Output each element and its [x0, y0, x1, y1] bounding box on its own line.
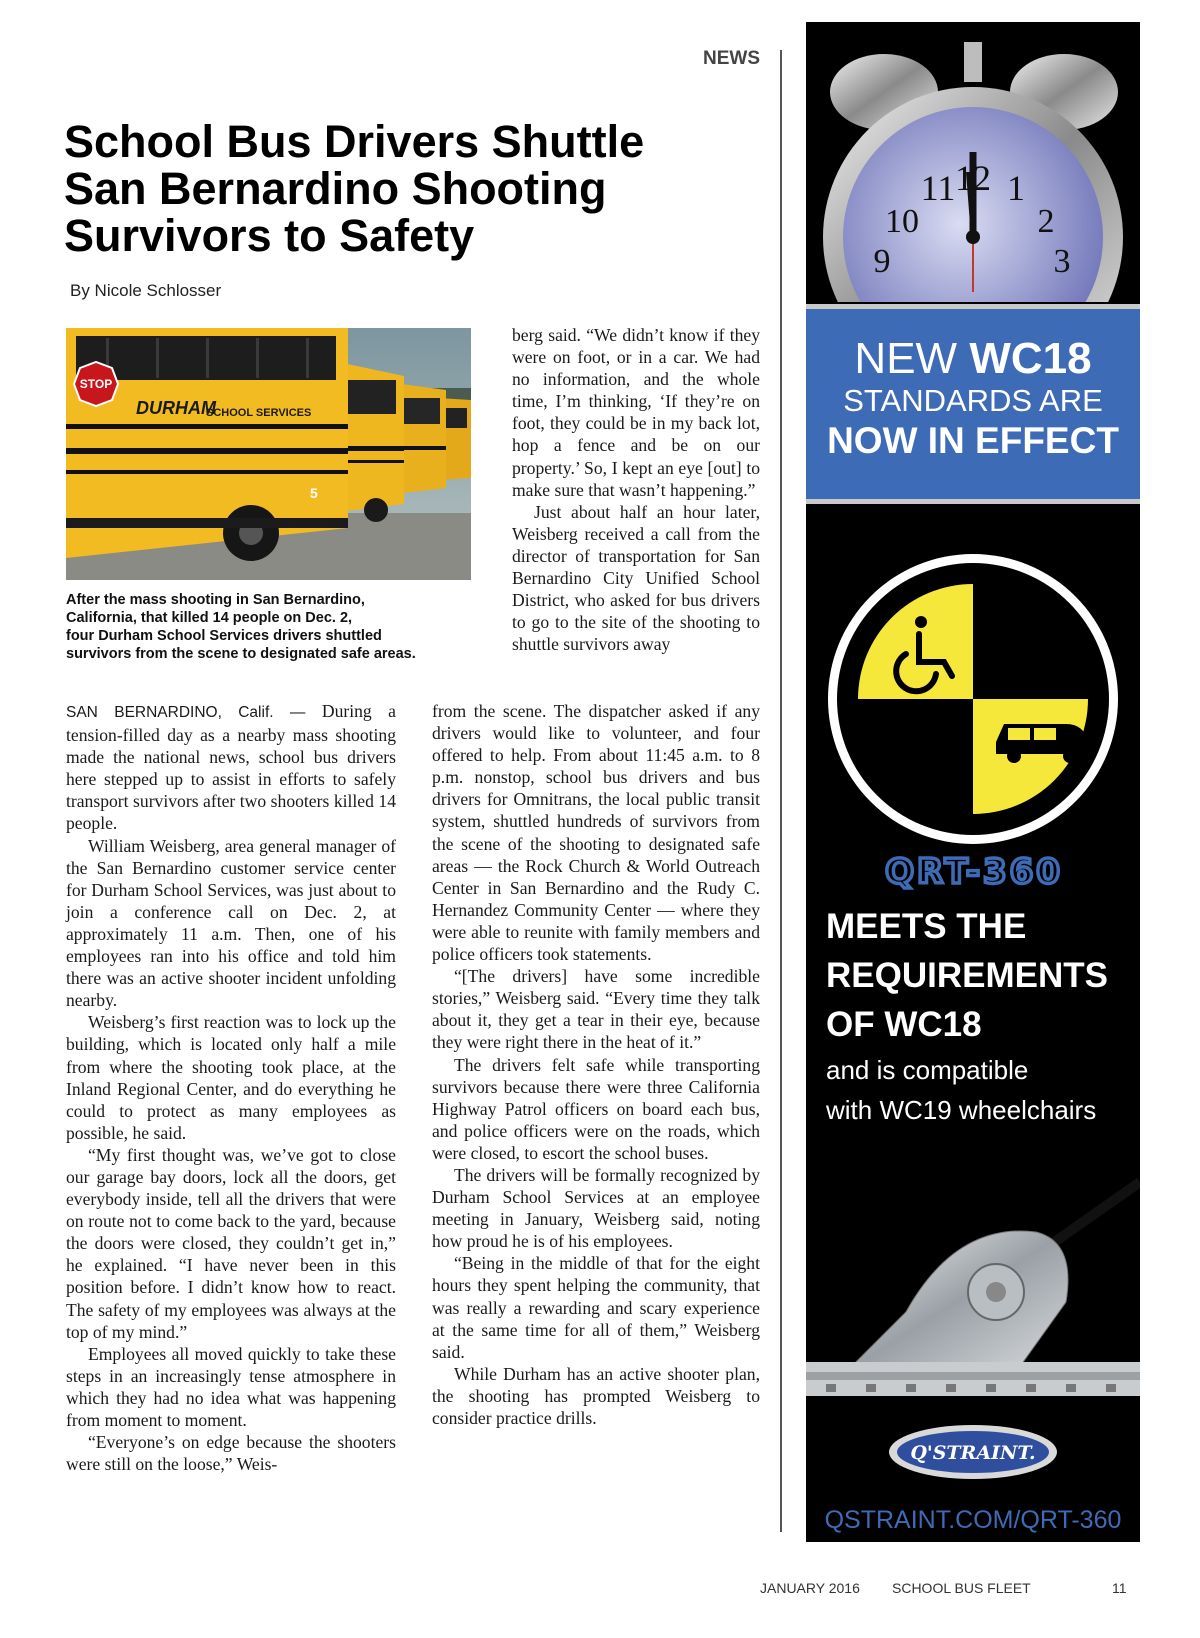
caption-line: four Durham School Services drivers shuttled — [66, 628, 382, 644]
article-paragraph: Just about half an hour later, Weisberg received a call from the director of transportation for San Bernardino City Unified School District, who asked for bus drivers to go to the site of the shooting to shuttle survivors away — [512, 501, 760, 655]
qstraint-advertisement — [806, 22, 1140, 1542]
qrt360-retractor-image — [806, 1162, 1140, 1422]
article-paragraph: “Being in the middle of that for the eight hours they spent helping the community, that was really a rewarding and scary experience at the same time for all of them,” Weisberg said. — [432, 1253, 760, 1362]
footer-page-number: 11 — [1112, 1580, 1127, 1596]
article-paragraph: The drivers felt safe while transporting survivors because there were three California Highway Patrol officers on board each bus, and police officers were on the roads, which were closed, to escort the school buses. — [432, 1054, 760, 1163]
headline-line: School Bus Drivers Shuttle — [64, 116, 645, 167]
caption-line: California, that killed 14 people on Dec. 2, — [66, 610, 353, 626]
bus-name-text: DURHAM — [136, 398, 216, 418]
article-paragraph: SAN BERNARDINO, Calif. — During a tension-filled day as a nearby mass shooting made the national news, school bus drivers here stepped up to assist in efforts to safely transport survivors after two shooters killed 14 people. — [66, 701, 396, 834]
column-divider — [780, 50, 782, 1532]
caption-line: After the mass shooting in San Bernardino, — [66, 592, 365, 608]
meets-line: OF WC18 — [826, 1005, 982, 1044]
product-name — [824, 852, 1124, 892]
article-column-1 — [66, 700, 396, 1475]
requirements-text — [826, 902, 1136, 1129]
footer-publication: SCHOOL BUS FLEET — [892, 1580, 1031, 1596]
banner-line-1: NEW WC18 — [854, 334, 1092, 383]
bus-number-text: 5 — [310, 485, 318, 501]
article-paragraph: Employees all moved quickly to take these steps in an increasingly tense atmosphere in which they had no idea what was happening from moment to moment. — [66, 1343, 396, 1430]
svg-text:Q'STRAINT.: Q'STRAINT. — [910, 1442, 1036, 1464]
clock-numeral: 12 — [955, 158, 991, 198]
banner-line-2: STANDARDS ARE — [843, 383, 1103, 418]
clock-numeral: 2 — [1037, 203, 1055, 240]
article-paragraph: Weisberg’s first reaction was to lock up the building, which is located only half a mile from where the shooting took place, at the Inland Regional Center, and do everything he could to protect as many employees as possible, he said. — [66, 1012, 396, 1143]
meets-line: REQUIREMENTS — [826, 956, 1108, 995]
article-paragraph: The drivers will be formally recognized by Durham School Services at an employee meeting in January, Weisberg said, noting how proud he is of his employees. — [432, 1164, 760, 1252]
byline: By Nicole Schlosser — [70, 281, 222, 300]
wc18-banner — [806, 304, 1140, 504]
caption-line: survivors from the scene to designated safe areas. — [66, 646, 416, 662]
article-paragraph: “Everyone’s on edge because the shooters were still on the loose,” Weis- — [66, 1432, 396, 1475]
bus-main — [66, 328, 348, 561]
headline-line: San Bernardino Shooting — [64, 163, 607, 214]
footer-date: JANUARY 2016 — [760, 1580, 860, 1596]
clock-numeral: 1 — [1007, 168, 1025, 208]
clock-numeral: 11 — [920, 168, 956, 208]
article-paragraph: berg said. “We didn’t know if they were on foot, or in a car. We had no information, and the whole time, I’m thinking, ‘If they’re on foot, they could be in my back lot, hop a fence and be on our property.’ So, I kept an eye [out] to make sure that wasn’t happening.” — [512, 325, 760, 500]
clock-numeral: 3 — [1053, 243, 1071, 280]
crash-test-emblem — [826, 552, 1120, 846]
alarm-clock-icon — [806, 22, 1140, 302]
article-paragraph: “[The drivers] have some incredible stories,” Weisberg said. “Every time they talk about it, they get a tear in their eye, because they were right there in the heat of it.” — [432, 966, 760, 1053]
article-paragraph: from the scene. The dispatcher asked if any drivers would like to volunteer, and four offered to help. From about 11:45 a.m. to 8 p.m. nonstop, school bus drivers and bus drivers for Omnitrans, the local public transit system, shuttled hundreds of survivors from the scene of the shooting to designated safe areas — the Rock Church & World Outreach Center in San Bernardino and the Rudy C. Hernandez Community Center — where they were able to reunite with family members and police officers took statements. — [432, 701, 760, 965]
article-headline — [64, 118, 764, 259]
school-bus-photo — [66, 328, 471, 580]
photo-caption — [66, 591, 486, 663]
meets-line: MEETS THE — [826, 907, 1027, 946]
article-column-2-bottom — [432, 700, 760, 1429]
svg-text:QRT-360: QRT-360 — [885, 852, 1063, 892]
headline-line: Survivors to Safety — [64, 210, 475, 261]
stop-sign-text: STOP — [79, 377, 113, 391]
ad-website-link[interactable]: QSTRAINT.COM/QRT-360 — [824, 1506, 1122, 1534]
banner-line-3: NOW IN EFFECT — [827, 420, 1119, 461]
article-paragraph: “My first thought was, we’ve got to close our garage bay doors, lock all the doors, get everybody inside, tell all the drivers that were on route not to come back to the yard, because the doors were closed, they couldn’t get in,” he explained. “I have never been in this position before. I didn’t know how to react. The safety of my employees was always at the top of my mind.” — [66, 1144, 396, 1342]
section-label: NEWS — [703, 48, 760, 69]
article-paragraph: William Weisberg, area general manager of the San Bernardino customer service center for Durham School Services, was just about to join a conference call on Dec. 2, at approximately 11 a.m. Then, one of his employees ran into his office and told him there was an active shooter incident unfolding nearby. — [66, 835, 396, 1011]
article-paragraph: While Durham has an active shooter plan, the shooting has prompted Weisberg to consider practice drills. — [432, 1363, 760, 1428]
compat-line: and is compatible — [826, 1055, 1029, 1085]
bus-division-text: SCHOOL SERVICES — [206, 407, 312, 419]
clock-numeral: 9 — [873, 243, 891, 280]
dateline: SAN BERNARDINO, Calif. — — [66, 704, 306, 721]
compat-line: with WC19 wheelchairs — [826, 1095, 1097, 1125]
qstraint-logo — [886, 1422, 1060, 1482]
clock-numeral: 10 — [885, 203, 919, 240]
article-column-2-top — [512, 324, 760, 655]
